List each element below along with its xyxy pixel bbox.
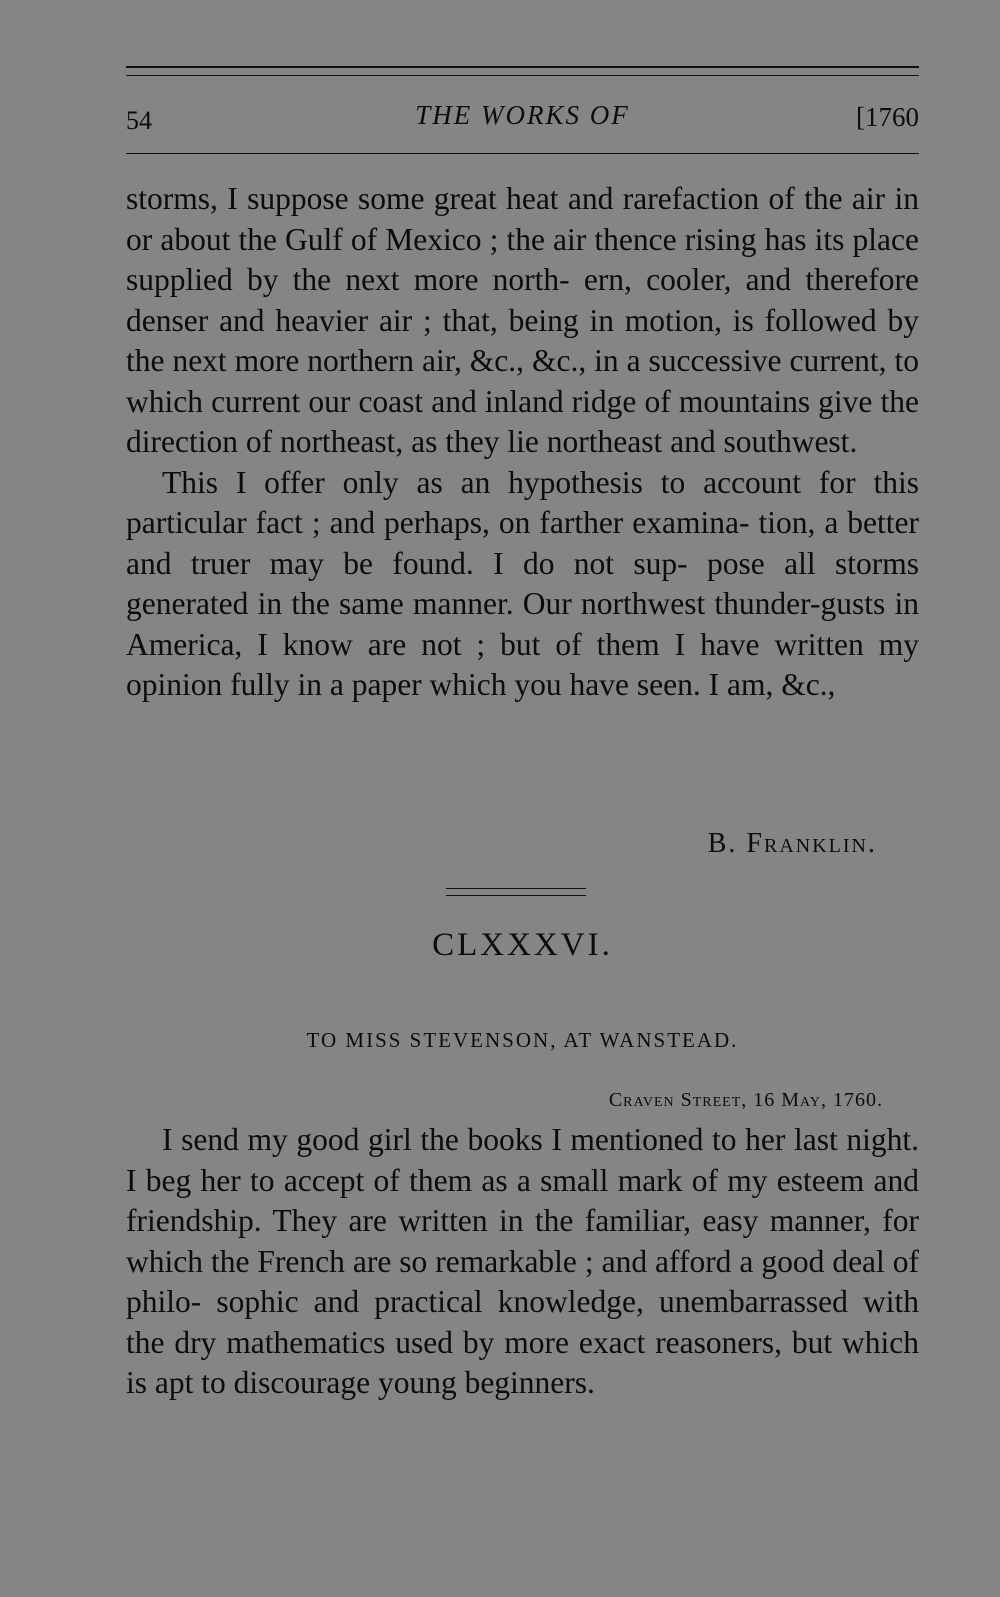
letter-recipient: TO MISS STEVENSON, AT WANSTEAD. [306, 1028, 739, 1052]
letter-dateline: Craven Street, 16 May, 1760. [608, 1089, 883, 1111]
paragraph: I send my good girl the books I mentioned to her last night. I beg her to accept of them as a small mark of my esteem and friendship. They are written in the familiar, easy manner, for which the French are so remarkable ; and afford a good deal of philo- sophic and practical knowledge, unembarrassed with the dry mathematics used by more exact reasoners, but which is apt to discourage young beginners. [126, 1122, 919, 1400]
section-divider-bottom [446, 895, 586, 896]
page-number: 54 [126, 106, 152, 135]
header-underline [126, 153, 919, 154]
signature: B. Franklin. [707, 828, 877, 859]
section-divider-top [446, 888, 586, 889]
book-page [126, 0, 919, 1597]
paragraph: This I offer only as an hypothesis to account for this particular fact ; and perhaps, on farther examina- tion, a better and truer may be found. I do not sup- pose all storms generated in the same manner. Our northwest thunder-gusts in America, I know are not ; but of them I have written my opinion fully in a paper which you have seen. I am, &c., [126, 464, 919, 702]
header-rule-thick [126, 66, 919, 68]
header-rule-thin [126, 75, 919, 76]
letter-number: CLXXXVI. [432, 927, 613, 963]
previous-letter-text [126, 179, 919, 706]
running-head [126, 100, 919, 140]
running-year: [1760 [856, 102, 919, 132]
running-title: THE WORKS OF [415, 100, 630, 130]
letter-body [126, 1120, 919, 1404]
paragraph-continued: storms, I suppose some great heat and rarefaction of the air in or about the Gulf of Mexico ; the air thence rising has its place supplied by the next more north- ern, cooler, and therefore denser and heavier air ; that, being in motion, is followed by the next more northern air, &c., &c., in a successive current, to which current our coast and inland ridge of mountains give the direction of northeast, as they lie northeast and southwest. [126, 181, 919, 459]
